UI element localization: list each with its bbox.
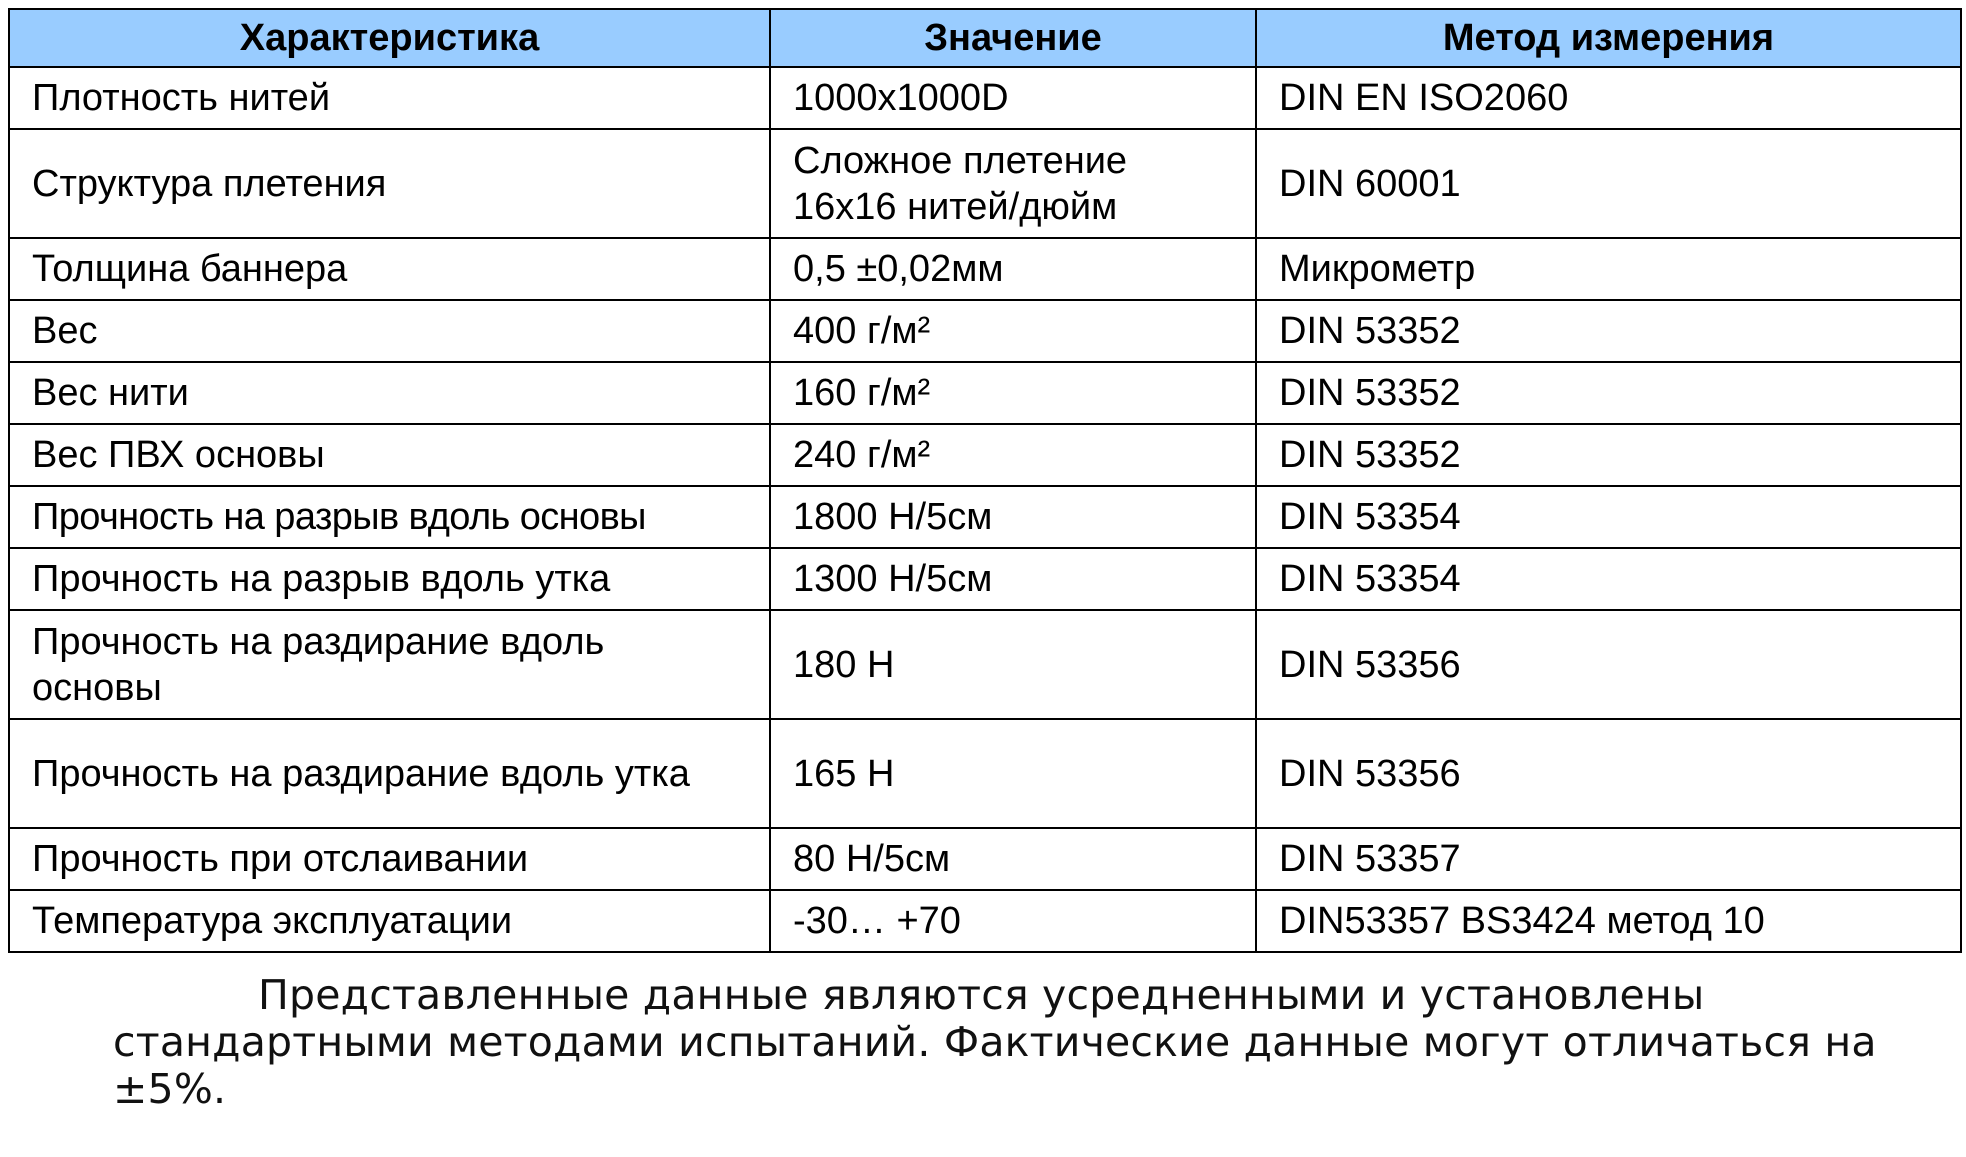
cell-method: DIN 53357	[1256, 828, 1961, 890]
cell-characteristic-text: Прочность на раздирание вдоль основы	[32, 620, 605, 709]
header-method: Метод измерения	[1256, 9, 1961, 67]
cell-characteristic: Прочность на разрыв вдоль утка	[9, 548, 770, 610]
cell-characteristic-text: Прочность на раздирание вдоль утка	[32, 752, 690, 795]
cell-characteristic: Вес нити	[9, 362, 770, 424]
spec-table	[8, 8, 1962, 953]
cell-method: DIN 60001	[1256, 129, 1961, 238]
header-characteristic: Характеристика	[9, 9, 770, 67]
table-row	[9, 719, 1961, 828]
cell-characteristic: Плотность нитей	[9, 67, 770, 129]
table-row	[9, 486, 1961, 548]
cell-value: 400 г/м²	[770, 300, 1256, 362]
cell-value: 240 г/м²	[770, 424, 1256, 486]
cell-value: -30… +70	[770, 890, 1256, 952]
header-value: Значение	[770, 9, 1256, 67]
table-row	[9, 300, 1961, 362]
table-row	[9, 362, 1961, 424]
table-row	[9, 67, 1961, 129]
cell-method: DIN 53352	[1256, 362, 1961, 424]
table-row	[9, 238, 1961, 300]
cell-value: 80 Н/5см	[770, 828, 1256, 890]
table-row	[9, 129, 1961, 238]
footnote-text: Представленные данные являются усредненными и установлены стандартными методами испытаний. Фактические данные могут отличаться на ±5%.	[113, 971, 1877, 1113]
cell-value-text: Сложное плетение 16x16 нитей/дюйм	[793, 139, 1128, 228]
cell-value	[770, 129, 1256, 238]
cell-method: DIN 53352	[1256, 424, 1961, 486]
cell-method: DIN53357 BS3424 метод 10	[1256, 890, 1961, 952]
cell-method: DIN 53356	[1256, 719, 1961, 828]
cell-characteristic: Температура эксплуатации	[9, 890, 770, 952]
table-header-row	[9, 9, 1961, 67]
table-row	[9, 548, 1961, 610]
cell-characteristic	[9, 610, 770, 719]
cell-method: DIN 53354	[1256, 486, 1961, 548]
cell-value: 1000x1000D	[770, 67, 1256, 129]
footnote	[113, 972, 1913, 1113]
cell-characteristic: Прочность при отслаивании	[9, 828, 770, 890]
cell-value: 1300 Н/5см	[770, 548, 1256, 610]
cell-method: Микрометр	[1256, 238, 1961, 300]
cell-characteristic: Вес	[9, 300, 770, 362]
table-row	[9, 610, 1961, 719]
cell-method: DIN 53356	[1256, 610, 1961, 719]
cell-value: 1800 Н/5см	[770, 486, 1256, 548]
cell-characteristic: Прочность на разрыв вдоль основы	[9, 486, 770, 548]
cell-characteristic	[9, 719, 770, 828]
table-row	[9, 890, 1961, 952]
cell-characteristic: Толщина баннера	[9, 238, 770, 300]
cell-value: 180 Н	[770, 610, 1256, 719]
cell-characteristic: Структура плетения	[9, 129, 770, 238]
cell-value: 0,5 ±0,02мм	[770, 238, 1256, 300]
cell-characteristic: Вес ПВХ основы	[9, 424, 770, 486]
table-row	[9, 424, 1961, 486]
cell-method: DIN EN ISO2060	[1256, 67, 1961, 129]
table-row	[9, 828, 1961, 890]
cell-value: 165 Н	[770, 719, 1256, 828]
cell-method: DIN 53354	[1256, 548, 1961, 610]
cell-method: DIN 53352	[1256, 300, 1961, 362]
cell-value: 160 г/м²	[770, 362, 1256, 424]
